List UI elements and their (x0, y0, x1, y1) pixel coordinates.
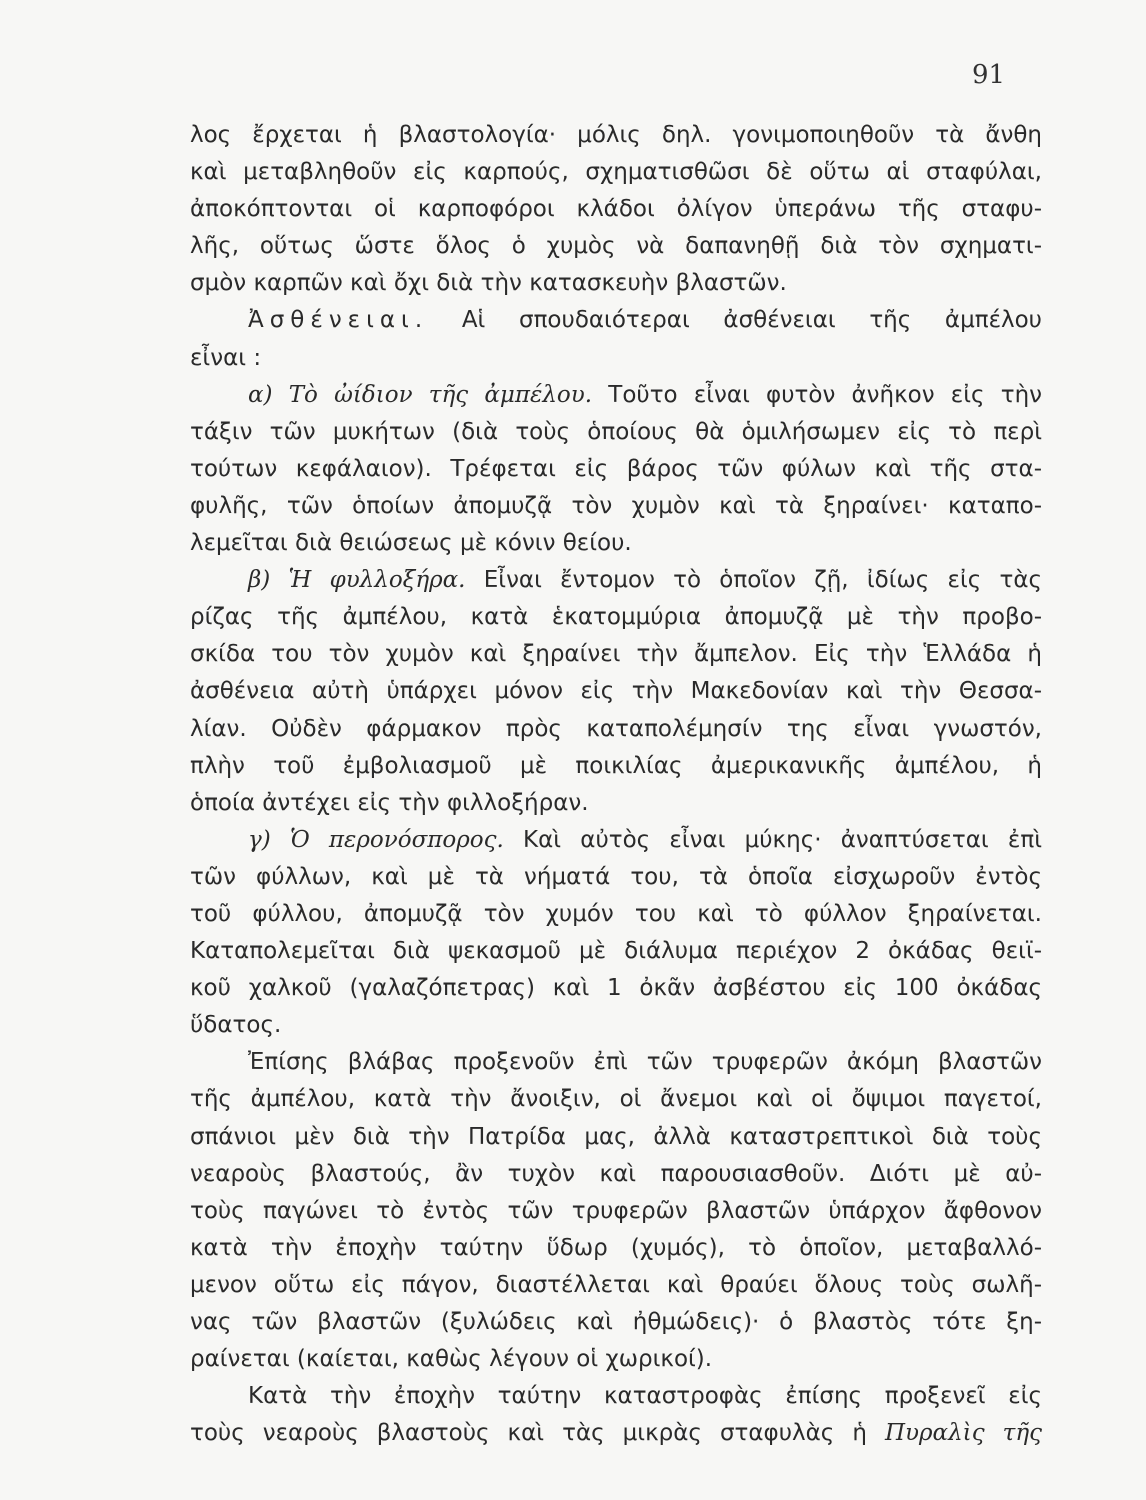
text-line: ὁποία ἀντέχει εἰς τὴν φιλλοξήραν. (190, 789, 589, 816)
subsection-title: α) Τὸ ὠίδιον τῆς ἀμπέλου. (248, 381, 593, 408)
text-line: λος ἔρχεται ἡ βλαστολογία· μόλις δηλ. γονιμοποιηθοῦν τὰ ἄνθη (190, 122, 1042, 148)
subsection-title: β) Ἡ φυλλοξήρα. (248, 567, 466, 594)
body-text (190, 117, 1042, 1452)
text-line: μενον οὕτω εἰς πάγον, διαστέλλεται καὶ θραύει ὅλους τοὺς σωλῆ- (190, 1271, 1042, 1298)
text-line: σπάνιοι μὲν διὰ τὴν Πατρίδα μας, ἀλλὰ καταστρεπτικοὶ διὰ τοὺς (190, 1123, 1042, 1150)
text-line: τοὺς νεαροὺς βλαστοὺς καὶ τὰς μικρὰς σταφυλὰς ἡ Πυραλὶς τῆς (190, 1420, 1042, 1447)
subsection-line: α) Τὸ ὠίδιον τῆς ἀμπέλου. Τοῦτο εἶναι φυτὸν ἀνῆκον εἰς τὴν (248, 381, 1042, 408)
section-heading: Ἀσθένειαι. (248, 307, 429, 334)
text-line: λῆς, οὕτως ὥστε ὅλος ὁ χυμὸς νὰ δαπανηθῇ διὰ τὸν σχηματι- (190, 233, 1042, 260)
text-line: τούτων κεφάλαιον). Τρέφεται εἰς βάρος τῶν φύλων καὶ τῆς στα- (190, 455, 1042, 482)
text-line: κοῦ χαλκοῦ (γαλαζόπετρας) καὶ 1 ὀκᾶν ἀσβέστου εἰς 100 ὀκάδας (190, 975, 1042, 1002)
text-line: νεαροὺς βλαστούς, ἂν τυχὸν καὶ παρουσιασθοῦν. Διότι μὲ αὐ- (190, 1160, 1042, 1187)
text-line: πλὴν τοῦ ἐμβολιασμοῦ μὲ ποικιλίας ἀμερικανικῆς ἀμπέλου, ἡ (190, 752, 1042, 779)
section-heading-line: Ἀσθένειαι. Αἱ σπουδαιότεραι ἀσθένειαι τῆς ἀμπέλου (248, 307, 1042, 334)
subsection-title: γ) Ὁ περονόσπορος. (248, 826, 504, 853)
text-line: λίαν. Οὐδὲν φάρμακον πρὸς καταπολέμησίν της εἶναι γνωστόν, (190, 715, 1042, 742)
text-line: ὕδατος. (190, 1012, 282, 1039)
text-line: λεμεῖται διὰ θειώσεως μὲ κόνιν θείου. (190, 530, 632, 557)
text-line: Κατὰ τὴν ἐποχὴν ταύτην καταστροφὰς ἐπίσης προξενεῖ εἰς (248, 1383, 1042, 1410)
text-line: σμὸν καρπῶν καὶ ὄχι διὰ τὴν κατασκευὴν βλαστῶν. (190, 270, 787, 297)
text-line: νας τῶν βλαστῶν (ξυλώδεις καὶ ἠθμώδεις)· ὁ βλαστὸς τότε ξη- (190, 1309, 1042, 1335)
text-line: Καταπολεμεῖται διὰ ψεκασμοῦ μὲ διάλυμα περιέχον 2 ὀκάδας θειϊ- (190, 938, 1042, 965)
text-line: τῆς ἀμπέλου, κατὰ τὴν ἄνοιξιν, οἱ ἄνεμοι καὶ οἱ ὄψιμοι παγετοί, (190, 1086, 1042, 1113)
text-line: φυλῆς, τῶν ὁποίων ἀπομυζᾷ τὸν χυμὸν καὶ τὰ ξηραίνει· καταπο- (190, 492, 1042, 519)
text-line: τοῦ φύλλου, ἀπομυζᾷ τὸν χυμόν του καὶ τὸ φύλλον ξηραίνεται. (190, 900, 1042, 927)
text-line: Ἐπίσης βλάβας προξενοῦν ἐπὶ τῶν τρυφερῶν ἀκόμη βλαστῶν (248, 1049, 1042, 1076)
text-line: εἶναι : (190, 344, 262, 371)
italic-term: Πυραλὶς τῆς (885, 1420, 1042, 1447)
text-line: σκίδα του τὸν χυμὸν καὶ ξηραίνει τὴν ἄμπελον. Εἰς τὴν Ἑλλάδα ἡ (190, 641, 1042, 668)
subsection-line: γ) Ὁ περονόσπορος. Καὶ αὐτὸς εἶναι μύκης· ἀναπτύσεται ἐπὶ (248, 826, 1042, 853)
text-line: κατὰ τὴν ἐποχὴν ταύτην ὕδωρ (χυμός), τὸ ὁποῖον, μεταβαλλό- (190, 1234, 1042, 1261)
page-number: 91 (972, 60, 1006, 90)
text-line: ἀσθένεια αὐτὴ ὑπάρχει μόνον εἰς τὴν Μακεδονίαν καὶ τὴν Θεσσα- (190, 678, 1042, 705)
text-line: τάξιν τῶν μυκήτων (διὰ τοὺς ὁποίους θὰ ὁμιλήσωμεν εἰς τὸ περὶ (190, 418, 1042, 445)
subsection-line: β) Ἡ φυλλοξήρα. Εἶναι ἔντομον τὸ ὁποῖον ζῇ, ἰδίως εἰς τὰς (248, 567, 1042, 594)
text-line: τῶν φύλλων, καὶ μὲ τὰ νήματά του, τὰ ὁποῖα εἰσχωροῦν ἐντὸς (190, 863, 1042, 890)
text-line: ραίνεται (καίεται, καθὼς λέγουν οἱ χωρικοί). (190, 1346, 713, 1373)
text-line: τοὺς παγώνει τὸ ἐντὸς τῶν τρυφερῶν βλαστῶν ὑπάρχον ἄφθονον (190, 1197, 1042, 1224)
text-line: καὶ μεταβληθοῦν εἰς καρπούς, σχηματισθῶσι δὲ οὕτω αἱ σταφύλαι, (190, 159, 1042, 186)
text-line: ρίζας τῆς ἀμπέλου, κατὰ ἑκατομμύρια ἀπομυζᾷ μὲ τὴν προβο- (190, 604, 1042, 631)
text-line: ἀποκόπτονται οἱ καρποφόροι κλάδοι ὀλίγον ὑπεράνω τῆς σταφυ- (190, 196, 1042, 223)
